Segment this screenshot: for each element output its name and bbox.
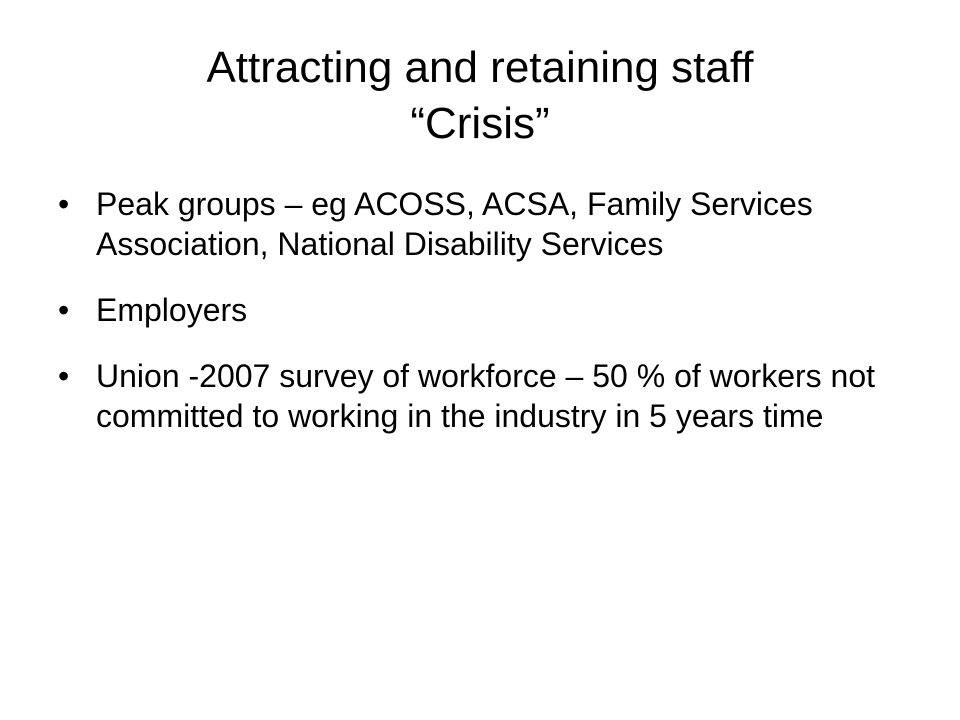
bullet-text: Peak groups – eg ACOSS, ACSA, Family Services Association, National Disability Services bbox=[96, 186, 813, 262]
bullet-list bbox=[58, 184, 908, 462]
slide-title-line-2: “Crisis” bbox=[410, 99, 550, 148]
bullet-dot-icon: • bbox=[58, 292, 70, 328]
bullet-dot-icon: • bbox=[58, 186, 70, 222]
bullet-item-employers bbox=[58, 290, 908, 330]
bullet-text: Employers bbox=[96, 292, 248, 328]
slide-title-line-1: Attracting and retaining staff bbox=[206, 43, 754, 92]
bullet-text: Union -2007 survey of workforce – 50 % of workers not committed to working in the industry in 5 years time bbox=[96, 358, 876, 434]
bullet-dot-icon: • bbox=[58, 358, 70, 394]
bullet-item-union bbox=[58, 356, 908, 436]
slide-title bbox=[48, 40, 912, 152]
bullet-item-peak-groups bbox=[58, 184, 908, 264]
